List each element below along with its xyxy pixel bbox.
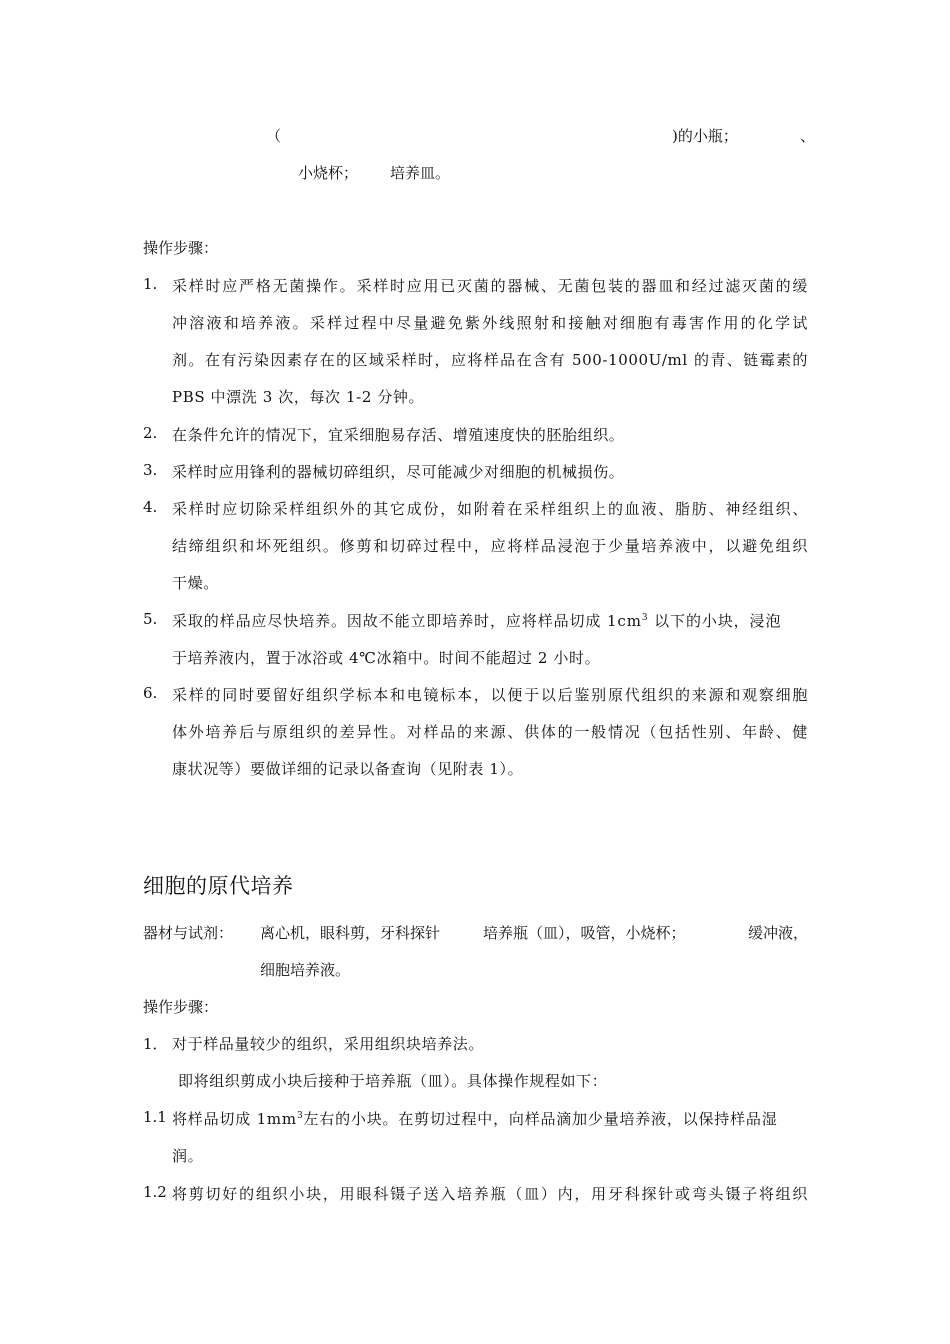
- materials-text: 细胞培养液。: [260, 961, 351, 979]
- substep-1-2-line: 将剪切好的组织小块，用眼科镊子送入培养瓶（皿）内，用牙科探针或弯头镊子将组织: [172, 1185, 808, 1203]
- step-number: 6.: [143, 684, 158, 702]
- step-1-line: 冲溶液和培养液。采样过程中尽量避免紫外线照射和接触对细胞有毒害作用的化学试: [172, 314, 808, 332]
- step-4-line: 结缔组织和坏死组织。修剪和切碎过程中，应将样品浸泡于少量培养液中，以避免组织: [172, 537, 808, 555]
- step-1-line: PBS 中漂洗 3 次，每次 1-2 分钟。: [172, 388, 425, 406]
- step-1-line: 采样时应严格无菌操作。采样时应用已灭菌的器械、无菌包装的器皿和经过滤灭菌的缓: [172, 277, 808, 295]
- step-number: 3.: [143, 461, 158, 479]
- substep-1-1-line: 将样品切成 $1mm^3$左右的小块。在剪切过程中，向样品滴加少量培养液，以保持样品湿: [172, 1110, 778, 1128]
- step-2-line: 在条件允许的情况下，宜采细胞易存活、增殖速度快的胚胎组织。: [172, 426, 625, 444]
- dish-text: 培养皿。: [390, 164, 451, 182]
- beaker-text: 小烧杯；: [298, 164, 359, 182]
- step-3-line: 采样时应用锋利的器械切碎组织，尽可能减少对细胞的机械损伤。: [172, 463, 625, 481]
- step-6-line: 体外培养后与原组织的差异性。对样品的来源、供体的一般情况（包括性别、年龄、健: [172, 723, 808, 741]
- substep-1-1-line: 润。: [172, 1147, 204, 1165]
- primary-step-1-desc: 即将组织剪成小块后接种于培养瓶（皿）。具体操作规程如下：: [178, 1072, 608, 1090]
- step-number: 1.: [143, 275, 158, 293]
- primary-step-1: 对于样品量较少的组织，采用组织块培养法。: [172, 1035, 485, 1053]
- step-number: 2.: [143, 424, 158, 442]
- enum-comma: 、: [800, 127, 816, 145]
- small-bottle-text: )的小瓶；: [672, 127, 738, 145]
- step-4-line: 干燥。: [172, 574, 219, 592]
- materials-label: 器材与试剂：: [143, 924, 234, 942]
- step-number: 5.: [143, 610, 158, 628]
- step-number: 4.: [143, 498, 158, 516]
- substep-number: 1.2: [143, 1183, 167, 1201]
- step-1-line: 剂。在有污染因素存在的区域采样时，应将样品在含有 500-1000U/ml 的青、链霉素的: [172, 351, 808, 369]
- materials-text: 缓冲液，: [748, 924, 809, 942]
- substep-number: 1.1: [143, 1108, 167, 1126]
- step-4-line: 采样时应切除采样组织外的其它成份，如附着在采样组织上的血液、脂肪、神经组织、: [172, 500, 808, 518]
- step-number: 1．: [143, 1035, 168, 1053]
- paren-open: （: [266, 127, 282, 145]
- materials-text: 离心机，眼科剪，牙科探针: [260, 924, 441, 942]
- step-5-line: 于培养液内，置于冰浴或 4℃冰箱中。时间不能超过 2 小时。: [172, 649, 601, 667]
- steps-label: 操作步骤：: [143, 239, 219, 257]
- materials-text: 培养瓶（皿），吸管，小烧杯；: [483, 924, 686, 942]
- step-6-line: 康状况等）要做详细的记录以备查询（见附表 1）。: [172, 760, 524, 778]
- steps-label: 操作步骤：: [143, 998, 219, 1016]
- step-6-line: 采样的同时要留好组织学标本和电镜标本，以便于以后鉴别原代组织的来源和观察细胞: [172, 686, 808, 704]
- section-heading: 细胞的原代培养: [143, 874, 294, 898]
- step-5-line: 采取的样品应尽快培养。因故不能立即培养时，应将样品切成 $1cm^3$ 以下的小块，浸泡: [172, 612, 782, 630]
